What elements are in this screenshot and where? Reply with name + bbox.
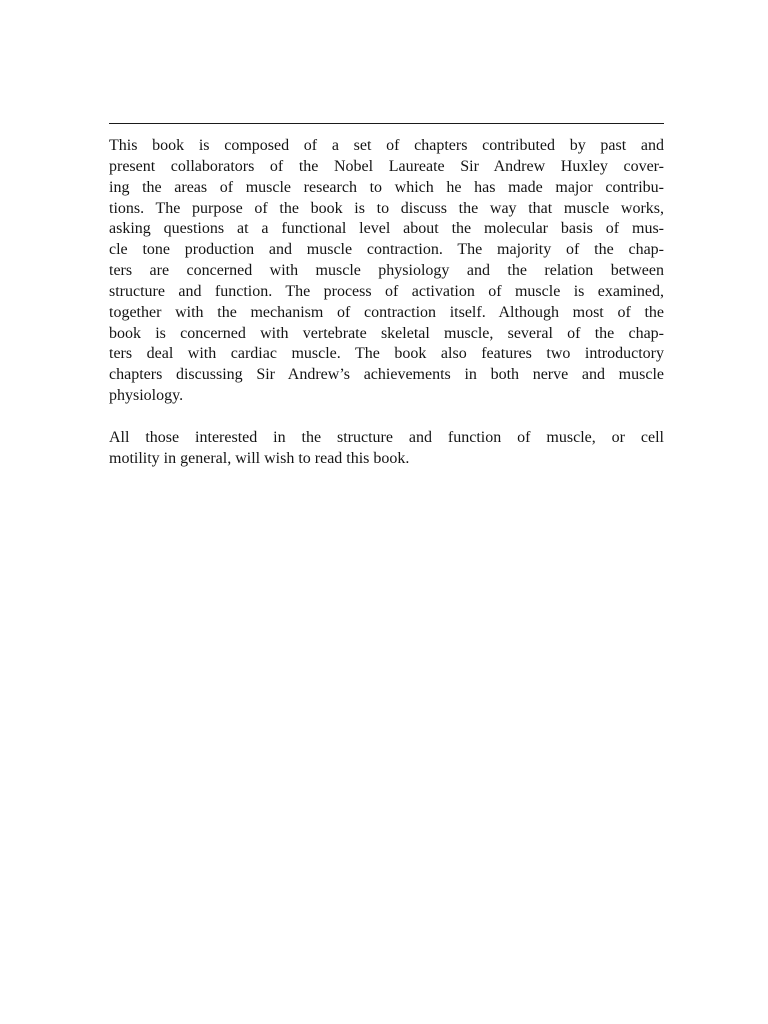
paragraph-2-line: All those interested in the structure and function of muscle, or cell <box>109 429 664 446</box>
paragraph-1-line: This book is composed of a set of chapters contributed by past and <box>109 137 664 154</box>
paragraph-1-line: physiology. <box>109 387 184 405</box>
paragraph-2-line: motility in general, will wish to read this book. <box>109 449 410 467</box>
paragraph-1-line: structure and function. The process of activation of muscle is examined, <box>109 282 664 300</box>
paragraph-1-line: book is concerned with vertebrate skeletal muscle, several of the chap- <box>109 324 664 342</box>
paragraph-1-line: present collaborators of the Nobel Laureate Sir Andrew Huxley cover- <box>109 157 664 175</box>
paragraph-1-line: asking questions at a functional level about the molecular basis of mus- <box>109 220 664 238</box>
paragraph-1-line: together with the mechanism of contraction itself. Although most of the <box>109 303 664 321</box>
paragraph-1-line: ters deal with cardiac muscle. The book also features two introductory <box>109 345 664 363</box>
top-rule-divider <box>109 123 664 124</box>
description-paragraph-2 <box>109 428 664 470</box>
description-paragraph-1 <box>109 136 664 407</box>
paragraph-1-line: tions. The purpose of the book is to discuss the way that muscle works, <box>109 199 664 217</box>
paragraph-1-line: ing the areas of muscle research to which he has made major contribu- <box>109 178 664 196</box>
paragraph-1-line: cle tone production and muscle contraction. The majority of the chap- <box>109 241 664 259</box>
paragraph-1-line: chapters discussing Sir Andrew’s achievements in both nerve and muscle <box>109 366 664 384</box>
paragraph-1-line: ters are concerned with muscle physiology and the relation between <box>109 262 664 280</box>
